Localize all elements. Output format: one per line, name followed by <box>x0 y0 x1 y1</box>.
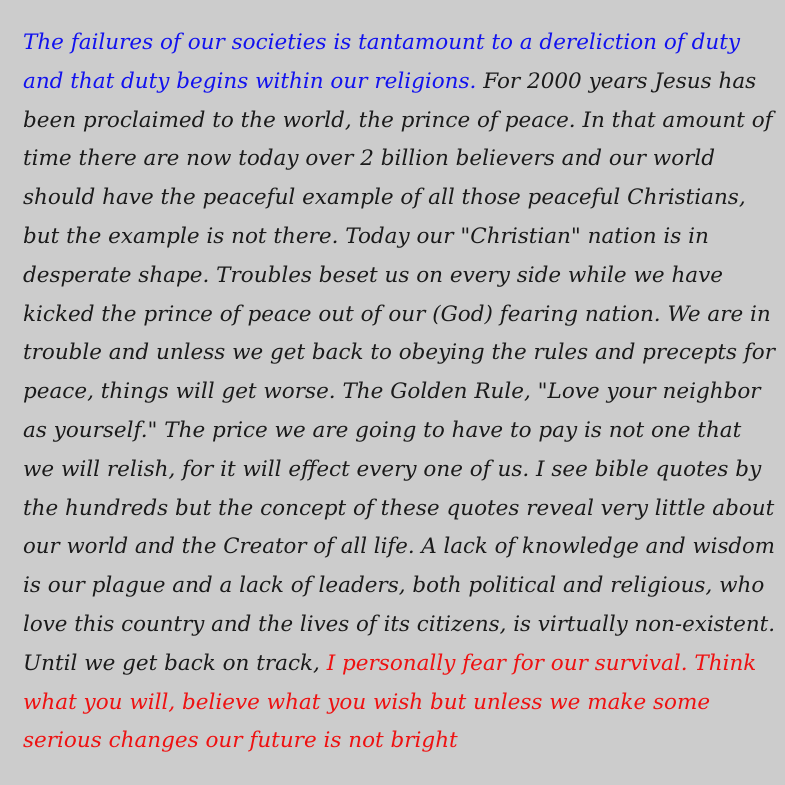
quote-paragraph <box>23 24 775 761</box>
body-line-9: trouble and unless we get back to obeying the rules and precepts for <box>23 340 775 366</box>
red-phrase-start: I personally fear for our survival. Think <box>326 650 757 676</box>
mixed-line-2 <box>23 63 756 102</box>
body-line-7: desperate shape. Troubles beset us on every side while we have <box>23 262 723 288</box>
body-line-10: peace, things will get worse. The Golden Rule, "Love your neighbor <box>23 379 761 405</box>
red-line-19: serious changes our future is not bright <box>23 728 458 754</box>
body-line-8: kicked the prince of peace out of our (God) fearing nation. We are in <box>23 301 771 327</box>
body-line-13: the hundreds but the concept of these quotes reveal very little about <box>23 495 775 521</box>
mixed-line-17 <box>23 645 756 684</box>
body-phrase-start: For 2000 years Jesus has <box>476 68 757 94</box>
body-line-5: should have the peaceful example of all those peaceful Christians, <box>23 185 746 211</box>
red-line-18: what you will, believe what you wish but unless we make some <box>23 689 711 715</box>
body-phrase-end: Until we get back on track, <box>23 650 327 676</box>
body-line-11: as yourself." The price we are going to have to pay is not one that <box>23 417 742 443</box>
body-line-12: we will relish, for it will effect every one of us. I see bible quotes by <box>23 456 762 482</box>
body-line-3: been proclaimed to the world, the prince of peace. In that amount of <box>23 107 773 133</box>
blue-line-1: The failures of our societies is tantamount to a dereliction of duty <box>23 30 740 55</box>
body-line-14: our world and the Creator of all life. A lack of knowledge and wisdom <box>23 534 775 560</box>
body-line-16: love this country and the lives of its citizens, is virtually non-existent. <box>23 611 775 637</box>
body-line-6: but the example is not there. Today our "Christian" nation is in <box>23 223 709 249</box>
body-line-15: is our plague and a lack of leaders, both political and religious, who <box>23 573 765 599</box>
blue-phrase-end: and that duty begins within our religions. <box>23 68 477 94</box>
body-line-4: time there are now today over 2 billion believers and our world <box>23 146 716 172</box>
